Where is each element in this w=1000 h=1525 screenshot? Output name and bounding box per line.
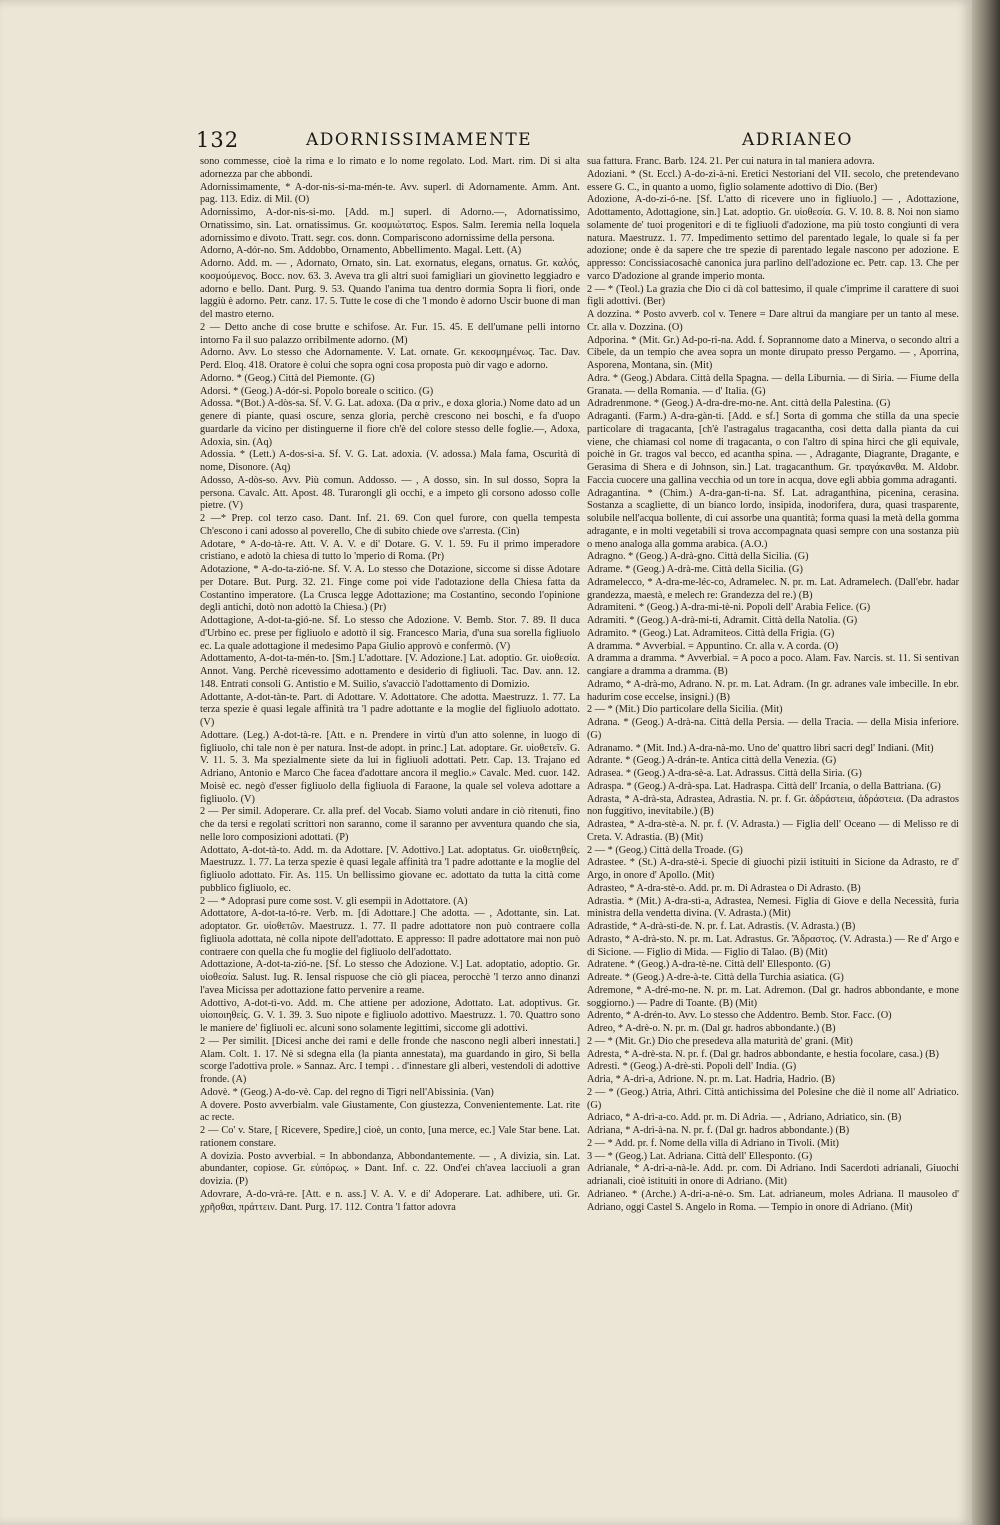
dictionary-entry: Adossia. * (Lett.) A-dos-si-a. Sf. V. G. Lat. adoxia. (V. adossa.) Mala fama, Oscurità di nome, Disonore. (Aq)	[200, 449, 580, 473]
dictionary-entry: Adresta, * A-drè-sta. N. pr. f. (Dal gr. hadros abbondante, e hestia focolare, casa.) (B)	[587, 1048, 939, 1060]
dictionary-entry: 2 — * (Geog.) Città della Troade. (G)	[587, 844, 743, 856]
dictionary-entry: Adrasto, * A-drà-sto. N. pr. m. Lat. Adrastus. Gr. Ἄδραστος. (V. Adrasta.) — Re d' Argo e di Sicione. — Figlio di Mida. — Figlio di Talao. (B) (Mit)	[587, 933, 959, 958]
page-number: 132	[196, 128, 240, 152]
dictionary-entry: Adozione, A-do-zi-ó-ne. [Sf. L'atto di ricevere uno in figliuolo.] — , Adottazione, Adottamento, Adottagione, sin.] Lat. adoptio. Gr. υἱοθεσία. G. V. 10. 8. 8. Noi non siamo solamente de' tuoi progenitori e di te figliuoli d'adozione, ma più tosto congiunti di vera natura. Maestruzz. 1. 77. Impedimento settimo del parentado legale, lo quale si fa per adozione; onde è da sapere che tre spezie di parentado legale nascono per adozione. E appresso: Concissiacosachè canonica jura parlino dell'adozione ec. Petr. cap. 13. Che per varco D'adozione al grande imperio monta.	[587, 194, 959, 282]
dictionary-entry: A dramma. * Avverbial. = Appuntino. Cr. alla v. A corda. (O)	[587, 640, 839, 652]
running-head-left: ADORNISSIMAMENTE	[306, 130, 533, 150]
dictionary-entry: Adossa. *(Bot.) A-dòs-sa. Sf. V. G. Lat. adoxa. (Da α priv., e doxa gloria.) Nome dato ad un genere di piante, quasi oscure, senza gloria, perchè crescono nei boschi, e fa d'uopo guardarle da vicino per distinguerne il fiore ch'è del colore stesso delle foglie.—, Adoxa, Adoxia, sin. (Aq)	[200, 398, 580, 448]
dictionary-entry: Adosso, A-dòs-so. Avv. Più comun. Addosso. — , A dosso, sin. In sul dosso, Sopra la persona. Cavalc. Att. Apost. 48. Turarongli gli occhi, e a impeto gli corsono adosso colle pietre. (V)	[200, 474, 580, 512]
dictionary-entry: 2 — Detto anche di cose brutte e schifose. Ar. Fur. 15. 45. E dell'umane pelli intorno intorno Fa il suo palazzo orribilmente adorno. (M)	[200, 321, 580, 346]
dictionary-entry: Adottato, A-dot-tà-to. Add. m. da Adottare. [V. Adottivo.] Lat. adoptatus. Gr. υἱοθετηθείς. Maestruzz. 1. 77. La terza spezie è quasi legale affinità tra 'l padre adottante e la moglie del figliuolo adottato. Fir. As. 115. Un bellissimo giovane ec. adottato da tutta la città come pubblico figliuolo, ec.	[200, 844, 580, 894]
dictionary-entry: Adrastea, * A-dra-stè-a. N. pr. f. (V. Adrasta.) — Figlia dell' Oceano — di Melisso re di Creta. V. Adrastia. (B) (Mit)	[587, 819, 959, 843]
dictionary-entry: A dozzina. * Posto avverb. col v. Tenere = Dare altrui da mangiare per un tanto al mese. Cr. alla v. Dozzina. (O)	[587, 309, 959, 333]
dictionary-entry: Adorno. Avv. Lo stesso che Adornamente. V. Lat. ornate. Gr. κεκοσμημένως. Tac. Dav. Perd. Eloq. 418. Oratore è colui che sopra ogni cosa proposta può dir vago e adorno.	[200, 347, 580, 371]
dictionary-entry: Adottare. (Leg.) A-dot-tà-re. [Att. e n. Prendere in virtù d'un atto solenne, in luogo di figliuolo, chi tale non è per natura. Inst-de adopt. in princ.] Lat. adoptare. Gr. υἱοθετεῖν. G. V. 11. 5. 3. Ma spezialmente siete da lui in figliuoli adottati. Petr. Cap. 13. Trajano ed Adriano, Antonio e Marco Che facea d'adottare ancora il meglio.» Cavalc. Med. cuor. 142. Moisè ec. negò d'esser figliuolo della figliuola di Faraone, la quale sel voleva adottare a figliuolo. (V)	[200, 729, 580, 805]
dictionary-entry: Adria, * A-drì-a, Adrione. N. pr. m. Lat. Hadria, Hadrio. (B)	[587, 1074, 835, 1085]
dictionary-entry: Adreo, * A-drè-o. N. pr. m. (Dal gr. hadros abbondante.) (B)	[587, 1023, 836, 1034]
dictionary-entry: A dovere. Posto avverbialm. vale Giustamente, Con giustezza, Convenientemente. Lat. rite ac recte.	[200, 1099, 580, 1124]
dictionary-entry: Adrastide, * A-drà-sti-de. N. pr. f. Lat. Adrastis. (V. Adrasta.) (B)	[587, 921, 856, 932]
dictionary-entry: Adottatore, A-dot-ta-tó-re. Verb. m. [di Adottare.] Che adotta. — , Adottante, sin. Lat. adoptator. Gr. υἱοθετῶν. Maestruzz. 1. 77. Il padre adottatore non può contraere colla figliuola adottata, nè colla nipote dell'adottato. E appresso: Il padre adottatore mai non può contraere con quella che fu moglie del figliuolo dell'adottato.	[200, 908, 580, 958]
dictionary-entry: Adranamo. * (Mit. Ind.) A-dra-nà-mo. Uno de' quattro libri sacri degl' Indiani. (Mit)	[587, 742, 934, 754]
dictionary-entry: Adottagione, A-dot-ta-gió-ne. Sf. Lo stesso che Adozione. V. Bemb. Stor. 7. 89. Il duca d'Urbino ec. prese per figliuolo e adottò il sig. Francesco Maria, d'una sua sorella figliuolo ec. La quale adottagione il medesimo Papa Giulio approvò e confermò. (V)	[200, 615, 580, 652]
dictionary-entry: 2 — * Adoprasi pure come sost. V. gli esempii in Adottatore. (A)	[200, 895, 468, 907]
dictionary-entry: Adrastìa. * (Mit.) A-dra-stì-a, Adrastea, Nemesi. Figlia di Giove e della Necessità, furia ministra della vendetta divina. (V. Adrasta.) (Mit)	[587, 895, 959, 920]
dictionary-entry: 2 — Per similit. [Dicesi anche dei rami e delle fronde che nascono negli alberi innestati.] Alam. Colt. 1. 17. Nè si sdegna ella (la pianta annestata), ma guardando in giro, Si bella scorge l'adottiva prole. » Sannaz. Arc. I tempi . . d'innestare gli alberi, vestendoli di adottive fronde. (A)	[200, 1035, 580, 1085]
dictionary-entry: sono commesse, cioè la rima e lo rimato e lo nome regolato. Lod. Mart. rim. Di sì alta adornezza par che abbondi.	[200, 156, 580, 180]
dictionary-entry: Adottivo, A-dot-tì-vo. Add. m. Che attiene per adozione, Adottato. Lat. adoptivus. Gr. υἱοποιηθείς. G. V. 1. 39. 3. Suo nipote e figliuolo adottivo. Maestruzz. 1. 70. Quattro sono le maniere de' figliuoli ec. alcuni sono solamente legittimi, siccome gli adottivi.	[200, 997, 580, 1034]
dictionary-entry: Adriaco, * A-drì-a-co. Add. pr. m. Di Adria. — , Adriano, Adriatico, sin. (B)	[587, 1112, 902, 1124]
page-header	[196, 128, 956, 154]
dictionary-entry: Adorsi. * (Geog.) A-dór-si. Popolo boreale o scitico. (G)	[200, 385, 434, 397]
right-column	[587, 156, 959, 1341]
dictionary-entry: Adrana. * (Geog.) A-drà-na. Città della Persia. — della Tracia. — della Misia inferiore. (G)	[587, 717, 959, 741]
dictionary-entry: Adrastee. * (St.) A-dra-stè-i. Specie di giuochi pizii istituiti in Sicione da Adrasto, re d' Argo, in onore d' Apollo. (Mit)	[587, 857, 959, 881]
dictionary-entry: Adrante. * (Geog.) A-drán-te. Antica città della Venezia. (G)	[587, 755, 837, 767]
dictionary-entry: Adoziani. * (St. Eccl.) A-do-zi-à-ni. Eretici Nestoriani del VII. secolo, che pretendevano essere G. C., in quanto a uomo, figlio solamente adottivo di Dio. (Ber)	[587, 168, 959, 193]
dictionary-entry: Adotare, * A-do-tà-re. Att. V. A. V. e di' Dotare. G. V. 1. 59. Fu il primo imperadore cristiano, e adotò la chiesa di tutto lo 'mperio di Roma. (Pr)	[200, 538, 580, 563]
dictionary-entry: Adramito. * (Geog.) Lat. Adramiteos. Città della Frigia. (G)	[587, 627, 835, 639]
dictionary-entry: Adornissimo, A-dor-nis-si-mo. [Add. m.] superl. di Adorno.—, Adornatissimo, Ornatissimo, sin. Lat. ornatissimus. Gr. κοσμιώτατος. Espos. Salm. Ieremia nella loquela adornissimo e divoto. Tratt. segr. cos. donn. Compariscono adornissime della persona.	[200, 207, 580, 244]
dictionary-entry: Adrianeo. * (Arche.) A-dri-a-nè-o. Sm. Lat. adrianeum, moles Adriana. Il mausoleo d' Adriano, oggi Castel S. Angelo in Roma. — Tempio in onore di Adriano. (Mit)	[587, 1188, 959, 1213]
dictionary-entry: Adotazione, * A-do-ta-zió-ne. Sf. V. A. Lo stesso che Dotazione, siccome si disse Adotare per Dotare. But. Purg. 32. 21. Finge come poi vide l'adotazione della Chiesa fatta da Costantino imperatore. (La Crusca legge Adottazione; ma Costantino, secondo l'opinione degli antichi, dotò non adottò la Chiesa.) (Pr)	[200, 564, 580, 614]
dictionary-entry: Adottazione, A-dot-ta-zió-ne. [Sf. Lo stesso che Adozione. V.] Lat. adoptatio, adoptio. Gr. υἱοθεσία. Salust. Iug. R. Iensal rispuose che ciò gli piacea, perocchè 'l terzo anno dinanzi l'avea Micissa per adottazione fatto pervenire a reame.	[200, 959, 580, 996]
dictionary-entry: Adriana, * A-drì-à-na. N. pr. f. (Dal gr. hadros abbondante.) (B)	[587, 1125, 850, 1136]
dictionary-entry: Adrasta, * A-drà-sta, Adrastea, Adrastia. N. pr. f. Gr. ἀδράστεια, ἀδράστεια. (Da adrastos non fuggitivo, inevitabile.) (B)	[587, 793, 959, 818]
dictionary-entry: Adornissimamente, * A-dor-nis-si-ma-mén-te. Avv. superl. di Adornamente. Amm. Ant. pag. 113. Ediz. di Mil. (O)	[200, 181, 580, 206]
dictionary-entry: sua fattura. Franc. Barb. 124. 21. Per cui natura in tal maniera adovra.	[587, 156, 875, 167]
dictionary-entry: Adramiteni. * (Geog.) A-dra-mi-tè-ni. Popoli dell' Arabia Felice. (G)	[587, 602, 871, 614]
dictionary-entry: Adottante, A-dot-tàn-te. Part. di Adottare. V. Adottatore. Che adotta. Maestruzz. 1. 77. La terza spezie è quasi legale affinità tra 'l padre adottante e la moglie del figliuolo adottato. (V)	[200, 691, 580, 728]
dictionary-entry: Adrasteo, * A-dra-stè-o. Add. pr. m. Di Adrastea o Di Adrasto. (B)	[587, 882, 861, 894]
dictionary-entry: Adratene. * (Geog.) A-dra-tè-ne. Città dell' Ellesponto. (G)	[587, 959, 831, 971]
dictionary-entry: Adra. * (Geog.) Abdara. Città della Spagna. — della Liburnia. — di Siria. — Fiume della Granata. — della Romania. — d' Italia. (G)	[587, 372, 959, 397]
dictionary-entry: Adramo, * A-drà-mo, Adrano. N. pr. m. Lat. Adram. (In gr. adranes vale imbecille. In ebr. hadurim cose eccelse, insigni.) (B)	[587, 678, 959, 703]
dictionary-entry: Adreate. * (Geog.) A-dre-à-te. Città della Turchia asiatica. (G)	[587, 972, 844, 983]
dictionary-entry: Adragno. * (Geog.) A-drà-gno. Città della Sicilia. (G)	[587, 551, 809, 563]
dictionary-entry: Adramiti. * (Geog.) A-drà-mi-ti, Adramit. Città della Natolia. (G)	[587, 615, 858, 626]
dictionary-entry: Adorno. * (Geog.) Città del Piemonte. (G)	[200, 372, 375, 384]
running-head-right: ADRIANEO	[742, 130, 853, 150]
dictionary-entry: Adrianale, * A-dri-a-nà-le. Add. pr. com. Di Adriano. Indi Sacerdoti adrianali, Giuochi adrianali, cioè istituiti in onore di Adriano. (Mit)	[587, 1163, 959, 1187]
dictionary-entry: Adottamento, A-dot-ta-mén-to. [Sm.] L'adottare. [V. Adozione.] Lat. adoptio. Gr. υἱοθεσία. Annot. Vang. Perchè ricevessimo adottamento e desiderio di figliuoli. Tac. Dav. ann. 12. 148. Entrati consoli G. Antistio e M. Suilio, s'avacciò l'adottamento di Domizio.	[200, 653, 580, 690]
dictionary-entry: 2 — * (Mit. Gr.) Dio che presedeva alla maturità de' grani. (Mit)	[587, 1035, 853, 1047]
dictionary-entry: 2 — * (Mit.) Dio particolare della Sicilia. (Mit)	[587, 704, 783, 716]
dictionary-entry: Adragantina. * (Chim.) A-dra-gan-tì-na. Sf. Lat. adraganthina, picenina, cerasina. Sostanza a scagliette, di un bianco lordo, insipida, inodorifera, dura, quasi trasparente, solubile nell'acqua bollente, di cui assorbe una quantità; forma quasi la metà della gomma adragante, e in molti vegetabili si trova accompagnata quasi sempre con una sostanza più o meno analoga alla gomma arabica. (A.O.)	[587, 487, 959, 550]
dictionary-entry: Adradrenmone. * (Geog.) A-dra-dre-mo-ne. Ant. città della Palestina. (G)	[587, 398, 891, 410]
dictionary-entry: Adraspa. * (Geog.) A-drà-spa. Lat. Hadraspa. Città dell' Ircania, o della Battriana. (G)	[587, 780, 941, 792]
dictionary-entry: Adrento, * A-drén-to. Avv. Lo stesso che Addentro. Bemb. Stor. Facc. (O)	[587, 1010, 892, 1022]
dictionary-entry: Adporina. * (Mit. Gr.) Ad-po-ri-na. Add. f. Soprannome dato a Minerva, o secondo altri a Cibele, da un tempio che avea sopra un monte dirupato presso Pergamo. — , Aporrina, Asporena, Montana, sin. (Mit)	[587, 334, 959, 371]
dictionary-entry: 3 — * (Geog.) Lat. Adriana. Città dell' Ellesponto. (G)	[587, 1150, 813, 1162]
dictionary-entry: Adraganti. (Farm.) A-dra-gàn-ti. [Add. e sf.] Sorta di gomma che stilla da una specie particolare di tragacanta, [ch'è l'astragalus tragacantha, così detta dalla pianta da cui viene, che chiamasi col nome di tragacanta, o con l'altro di spina hirci che gli equivale, poichè in Gr. tragos val becco, ed acantha spina. — , Adragante, Diagrante, Dragante, e Gerasima di Shera e di Johnson, sin.] Lat. tragacanthum. Gr. τραγάκανθα. M. Aldobr. Faccia cuocere una gallina vecchia od un tore in acqua, dove egli abbia gomma adraganti.	[587, 411, 959, 486]
dictionary-entry: Adremone, * A-dré-mo-ne. N. pr. m. Lat. Adremon. (Dal gr. hadros abbondante, e mone soggiorno.) — Padre di Toante. (B) (Mit)	[587, 984, 959, 1009]
dictionary-entry: Adorno. Add. m. — , Adornato, Ornato, sin. Lat. exornatus, elegans, ornatus. Gr. καλός, κοσμούμενος. Bocc. nov. 63. 3. Aveva tra gli altri suoi famigliari un giovinetto leggiadro e adorno e bello. Dant. Purg. 9. 53. Quando l'anima tua dentro dormia Sopra li fiori, onde laggiù è adorno. Petr. canz. 17. 5. Tutte le cose di che 'l mondo è adorno Uscir buone di man del mastro eterno.	[200, 258, 580, 320]
dictionary-entry: 2 — * (Geog.) Atria, Athri. Città antichissima del Polesine che diè il nome all' Adriatico. (G)	[587, 1086, 959, 1111]
dictionary-entry: Adresti. * (Geog.) A-drè-sti. Popoli dell' India. (G)	[587, 1061, 797, 1073]
dictionary-entry: Adorno, A-dór-no. Sm. Addobbo, Ornamento, Abbellimento. Magal. Lett. (A)	[200, 245, 522, 257]
dictionary-entry: Adramelecco, * A-dra-me-léc-co, Adramelec. N. pr. m. Lat. Adramelech. (Dall'ebr. hadar grandezza, maestà, e melech re: Grandezza del re.) (B)	[587, 576, 959, 601]
dictionary-entry: A dovizia. Posto avverbial. = In abbondanza, Abbondantemente. — , A divizia, sin. Lat. abundanter, copiose. Gr. εὐπόρως. » Dant. Inf. c. 22. Ond'ei ch'avea lacciuoli a gran dovizia. (P)	[200, 1150, 580, 1187]
page-edge-shadow	[972, 0, 1000, 1525]
dictionary-entry: Adrasea. * (Geog.) A-dra-sè-a. Lat. Adrassus. Città della Siria. (G)	[587, 768, 862, 779]
dictionary-entry: A dramma a dramma. * Avverbial. = A poco a poco. Alam. Fav. Narcis. st. 11. Si sentivan cangiare a dramma a dramma. (B)	[587, 653, 959, 677]
dictionary-entry: Adrame. * (Geog.) A-drà-me. Città della Sicilia. (G)	[587, 564, 803, 575]
dictionary-entry: 2 —* Prep. col terzo caso. Dant. Inf. 21. 69. Con quel furore, con quella tempesta Ch'escono i cani adosso al poverello, Che di subito chiede ove s'arresta. (Cin)	[200, 513, 580, 537]
dictionary-entry: Adovè. * (Geog.) A-do-vè. Cap. del regno di Tigri nell'Abissinia. (Van)	[200, 1086, 494, 1098]
dictionary-entry: 2 — * Add. pr. f. Nome della villa di Adriano in Tivoli. (Mit)	[587, 1137, 839, 1149]
dictionary-entry: 2 — Per simil. Adoperare. Cr. alla pref. del Vocab. Siamo voluti andare in ciò ritenuti, fino che da tersi e regolati scrittori non saranno, come il saranno per avventura quando che sia, nelle loro composizioni adottati. (P)	[200, 806, 580, 843]
left-column	[200, 156, 580, 1341]
dictionary-entry: Adovrare, A-do-vrà-re. [Att. e n. ass.] V. A. V. e di' Adoperare. Lat. adhibere, uti. Gr. χρῆσθαι, πράττειν. Dant. Purg. 17. 112. Contra 'l fattor adovra	[200, 1188, 580, 1213]
dictionary-entry: 2 — * (Teol.) La grazia che Dio ci dà col battesimo, il quale c'imprime il carattere di suoi figli adottivi. (Ber)	[587, 283, 959, 308]
dictionary-entry: 2 — Co' v. Stare, [ Ricevere, Spedire,] cioè, un conto, [una merce, ec.] Vale Star bene. Lat. rationem constare.	[200, 1125, 580, 1149]
